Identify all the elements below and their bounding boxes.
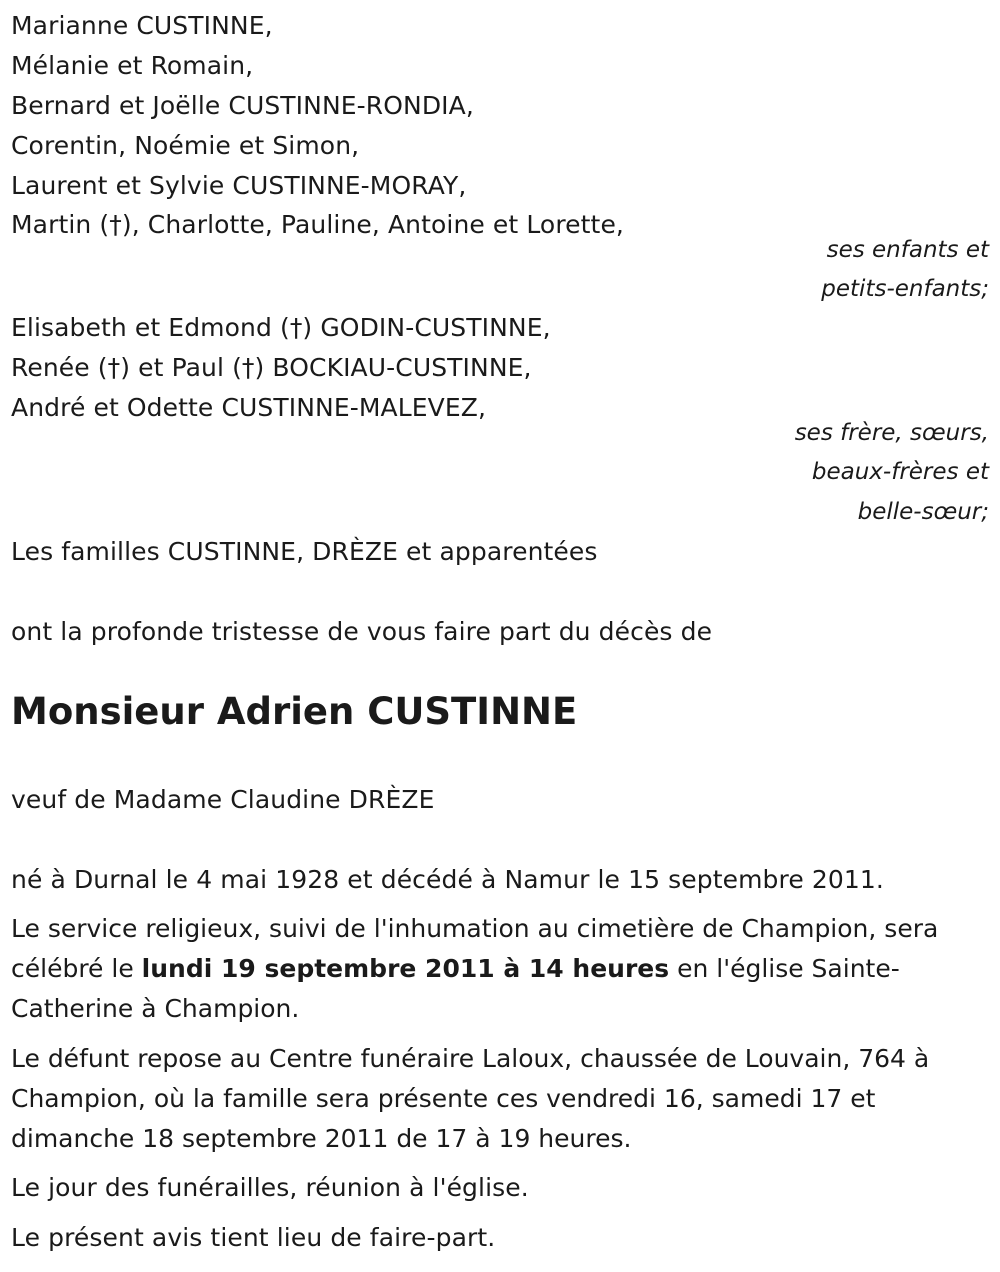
birth-death-line: né à Durnal le 4 mai 1928 et décédé à Namur le 15 septembre 2011.: [11, 865, 884, 894]
relation-siblings-3: belle-sœur;: [857, 499, 989, 525]
announcement-line: ont la profonde tristesse de vous faire part du décès de: [11, 617, 713, 646]
meeting-line: Le jour des funérailles, réunion à l'église.: [11, 1173, 529, 1202]
sibling-line-1: Elisabeth et Edmond (†) GODIN-CUSTINNE,: [11, 313, 551, 342]
service-location: en l'église Sainte-Catherine à Champion.: [11, 954, 900, 1023]
service-text: Le service religieux, suivi de l'inhumation au cimetière de Champion, sera célébré le: [11, 914, 939, 983]
visitation-paragraph: Le défunt repose au Centre funéraire Laloux, chaussée de Louvain, 764 à Champion, où la famille sera présente ces vendredi 16, samedi 17 et dimanche 18 septembre 2011 de 17 à 19 heures.: [11, 1044, 930, 1153]
relation-children-1: ses enfants et: [826, 237, 989, 263]
widower-line: veuf de Madame Claudine DRÈZE: [11, 785, 435, 814]
notice-line: Le présent avis tient lieu de faire-part.: [11, 1223, 496, 1252]
family-line-2: Mélanie et Romain,: [11, 51, 254, 80]
service-date: lundi 19 septembre 2011 à 14 heures: [141, 954, 670, 983]
family-line-3: Bernard et Joëlle CUSTINNE-RONDIA,: [11, 91, 474, 120]
sibling-line-3: André et Odette CUSTINNE-MALEVEZ,: [11, 393, 487, 422]
family-line-4: Corentin, Noémie et Simon,: [11, 131, 360, 160]
sibling-line-2: Renée (†) et Paul (†) BOCKIAU-CUSTINNE,: [11, 353, 532, 382]
service-paragraph: [11, 909, 993, 1029]
families-line: Les familles CUSTINNE, DRÈZE et apparentées: [11, 537, 598, 566]
relation-siblings-2: beaux-frères et: [811, 459, 989, 485]
deceased-name: Monsieur Adrien CUSTINNE: [11, 690, 578, 733]
family-line-5: Laurent et Sylvie CUSTINNE-MORAY,: [11, 171, 467, 200]
relation-children-2: petits-enfants;: [821, 276, 989, 302]
family-line-1: Marianne CUSTINNE,: [11, 11, 273, 40]
family-line-6: Martin (†), Charlotte, Pauline, Antoine et Lorette,: [11, 210, 624, 239]
relation-siblings-1: ses frère, sœurs,: [794, 420, 989, 446]
